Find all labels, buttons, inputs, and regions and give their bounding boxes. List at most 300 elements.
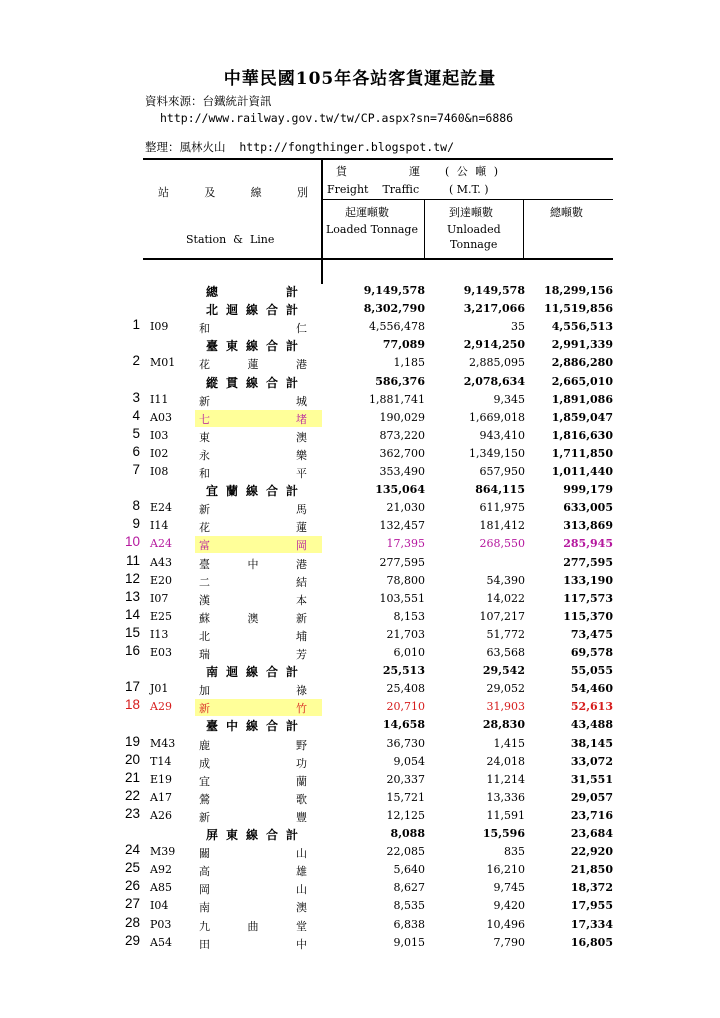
total-tonnage: 313,869: [563, 519, 613, 533]
total-tonnage: 2,991,339: [551, 338, 613, 352]
name-char: 成: [199, 756, 210, 770]
name-char: 南: [206, 665, 219, 680]
name-char: 宜: [206, 484, 219, 499]
name-char: 北: [199, 629, 210, 643]
station-name: [199, 791, 307, 807]
station-code: E25: [150, 609, 173, 623]
loaded-tonnage: 132,457: [379, 519, 425, 533]
station-name: [199, 646, 307, 662]
row-number: 27: [124, 896, 140, 912]
header-char: 及: [204, 186, 216, 199]
station-name: [199, 755, 307, 771]
station-code: E19: [150, 772, 173, 786]
table-row: [0, 407, 720, 428]
station-name: [199, 537, 307, 553]
total-tonnage: 4,556,513: [551, 320, 613, 334]
name-char: 臺: [206, 339, 219, 354]
name-char: 平: [296, 467, 307, 480]
header-freight-en: Freight Traffic: [327, 183, 420, 196]
name-char: 城: [296, 394, 307, 408]
line-subtotal-name: [206, 283, 298, 300]
name-char: 山: [296, 883, 307, 897]
subtotal-row: [0, 663, 720, 681]
loaded-tonnage: 36,730: [386, 736, 425, 750]
name-char: 功: [296, 756, 307, 770]
table-row: [0, 914, 720, 935]
name-char: 馬: [296, 503, 307, 517]
name-char: 計: [285, 828, 298, 842]
table-row: [0, 769, 720, 790]
name-char: 臺: [199, 557, 210, 571]
row-number: 6: [132, 443, 140, 459]
line-subtotal-name: [206, 301, 298, 318]
row-number: 26: [124, 878, 140, 894]
unloaded-tonnage: 611,975: [479, 501, 525, 515]
name-char: 計: [285, 484, 298, 499]
station-name: [199, 737, 307, 753]
station-code: M43: [150, 736, 176, 750]
station-name: [199, 501, 307, 517]
unloaded-tonnage: 14,022: [486, 591, 525, 605]
total-tonnage: 38,145: [570, 736, 613, 750]
name-char: 九: [199, 919, 210, 933]
station-name: [199, 628, 307, 644]
station-code: A85: [150, 881, 172, 895]
station-name: [199, 574, 307, 590]
loaded-tonnage: 25,408: [386, 682, 425, 696]
table-row: [0, 898, 720, 916]
name-char: 新: [296, 611, 307, 625]
total-tonnage: 1,891,086: [551, 392, 613, 406]
station-code: I04: [150, 899, 169, 913]
name-char: 合: [265, 828, 278, 842]
unloaded-tonnage: 63,568: [486, 646, 525, 659]
name-char: 新: [199, 503, 210, 517]
total-tonnage: 69,578: [570, 646, 613, 659]
name-char: 二: [199, 575, 210, 589]
unloaded-tonnage: 10,496: [486, 917, 525, 931]
table-row: [0, 552, 720, 573]
loaded-tonnage: 22,085: [386, 845, 425, 859]
station-code: E24: [150, 501, 173, 515]
table-row: [0, 500, 720, 518]
station-code: M01: [150, 356, 176, 370]
name-char: 計: [285, 375, 298, 390]
row-number: 22: [124, 787, 140, 803]
row-number: 1: [132, 317, 140, 333]
total-tonnage: 73,475: [570, 627, 613, 641]
unloaded-tonnage: 3,217,066: [463, 302, 525, 316]
name-char: 蘭: [225, 484, 238, 499]
line-subtotal-name: [206, 482, 298, 499]
loaded-tonnage: 21,703: [386, 627, 425, 641]
name-char: 臺: [206, 719, 219, 734]
row-number: 9: [132, 516, 140, 532]
station-name: [199, 845, 307, 861]
station-code: E20: [150, 573, 173, 587]
total-tonnage: 54,460: [570, 682, 613, 696]
station-code: A17: [150, 790, 172, 804]
subtotal-row: [0, 374, 720, 392]
unloaded-tonnage: 31,903: [486, 700, 525, 714]
station-name: [199, 936, 307, 952]
name-char: 東: [225, 339, 238, 354]
line-subtotal-name: [206, 717, 298, 734]
station-name: [199, 411, 307, 427]
loaded-tonnage: 190,029: [379, 410, 425, 424]
name-char: 合: [265, 719, 278, 734]
total-tonnage: 999,179: [563, 483, 613, 497]
unloaded-tonnage: 54,390: [486, 573, 525, 587]
name-char: 合: [265, 484, 278, 499]
total-tonnage: 117,573: [563, 591, 613, 605]
station-name: [199, 881, 307, 897]
total-tonnage: 23,716: [570, 808, 613, 822]
name-char: 豐: [296, 810, 307, 824]
name-char: 線: [245, 303, 258, 318]
name-char: 澳: [296, 430, 307, 444]
unloaded-tonnage: 835: [504, 845, 525, 859]
name-char: 芳: [296, 648, 307, 661]
loaded-tonnage: 17,395: [386, 537, 425, 551]
table-row: [0, 699, 720, 717]
unloaded-tonnage: 9,345: [493, 392, 525, 406]
line-subtotal-name: [206, 826, 298, 843]
header-char: 站: [158, 186, 169, 199]
name-char: 高: [199, 865, 210, 879]
station-code: I14: [150, 519, 169, 533]
row-number: 21: [124, 769, 140, 785]
station-name: [199, 429, 307, 445]
source-url: http://www.railway.gov.tw/tw/CP.aspx?sn=7460&n=6886: [160, 111, 514, 125]
name-char: 結: [296, 575, 307, 589]
total-tonnage: 285,945: [563, 537, 613, 551]
station-name: [199, 610, 307, 626]
header-unloaded-en-2: Tonnage: [450, 238, 498, 251]
name-char: 計: [285, 719, 298, 734]
station-name: [199, 447, 307, 463]
source-label: 資料來源：台鐵統計資訊: [145, 94, 272, 108]
table-row: [0, 443, 720, 464]
loaded-tonnage: 78,800: [386, 573, 425, 587]
name-char: 迴: [225, 303, 238, 318]
name-char: 花: [199, 358, 210, 372]
row-number: 7: [132, 462, 140, 477]
station-code: I02: [150, 446, 169, 460]
unloaded-tonnage: 943,410: [479, 428, 525, 442]
name-char: 蘇: [199, 611, 210, 625]
name-char: 東: [199, 430, 210, 444]
name-char: 計: [285, 339, 298, 354]
table-row: [0, 787, 720, 808]
loaded-tonnage: 8,302,790: [363, 302, 425, 316]
name-char: 岡: [296, 539, 307, 553]
name-char: 計: [285, 303, 298, 318]
station-name: [199, 556, 307, 572]
line-subtotal-name: [206, 374, 298, 391]
loaded-tonnage: 6,838: [393, 917, 425, 931]
total-tonnage: 277,595: [563, 555, 613, 569]
row-number: 29: [124, 932, 140, 948]
unloaded-tonnage: 1,349,150: [469, 446, 525, 460]
total-tonnage: 1,711,850: [551, 446, 613, 460]
station-code: A29: [150, 700, 172, 714]
unloaded-tonnage: 28,830: [482, 718, 525, 732]
table-top-rule: [143, 158, 613, 160]
name-char: 關: [199, 847, 210, 861]
total-tonnage: 2,665,010: [551, 374, 613, 388]
station-name: [199, 863, 307, 879]
row-number: 28: [124, 914, 140, 930]
loaded-tonnage: 20,710: [386, 700, 425, 714]
station-name: [199, 519, 307, 535]
name-char: 總: [206, 285, 219, 299]
row-number: 16: [124, 643, 140, 658]
row-number: 25: [124, 860, 140, 876]
loaded-tonnage: 135,064: [375, 483, 425, 497]
table-row: [0, 464, 720, 482]
station-code: P03: [150, 917, 172, 931]
loaded-tonnage: 8,153: [393, 609, 425, 623]
loaded-tonnage: 6,010: [393, 646, 425, 659]
name-char: 新: [199, 702, 210, 716]
name-char: 計: [285, 285, 298, 299]
name-char: 鶯: [199, 792, 210, 806]
loaded-tonnage: 9,015: [393, 935, 425, 949]
station-name: [199, 773, 307, 789]
total-tonnage: 18,372: [570, 881, 613, 895]
loaded-tonnage: 1,881,741: [369, 392, 425, 406]
name-char: 中: [247, 557, 259, 571]
name-char: 屏: [206, 828, 219, 842]
name-char: 合: [265, 665, 278, 680]
station-code: J01: [150, 682, 169, 696]
unloaded-tonnage: 107,217: [479, 609, 525, 623]
station-code: T14: [150, 754, 172, 768]
loaded-tonnage: 9,149,578: [363, 284, 425, 297]
subtotal-row: [0, 337, 720, 355]
unloaded-tonnage: 29,542: [482, 664, 525, 678]
name-char: 仁: [296, 322, 307, 336]
name-char: 合: [265, 339, 278, 354]
name-char: 港: [296, 358, 307, 372]
station-code: I08: [150, 465, 169, 478]
name-char: 和: [199, 467, 210, 480]
unloaded-tonnage: 24,018: [486, 754, 525, 768]
table-row: [0, 319, 720, 337]
unloaded-divider: [523, 199, 524, 258]
name-char: 蘭: [296, 774, 307, 788]
total-tonnage: 33,072: [570, 754, 613, 768]
loaded-tonnage: 353,490: [379, 465, 425, 478]
name-char: 堂: [296, 919, 307, 933]
station-code: A54: [150, 935, 172, 949]
loaded-tonnage: 20,337: [386, 772, 425, 786]
subtotal-row: [0, 482, 720, 500]
loaded-tonnage: 25,513: [382, 664, 425, 678]
total-tonnage: 18,299,156: [544, 284, 613, 297]
loaded-tonnage: 103,551: [379, 591, 425, 605]
name-char: 加: [199, 684, 210, 698]
loaded-tonnage: 586,376: [375, 374, 425, 388]
name-char: 鹿: [199, 738, 210, 752]
name-char: 堵: [296, 412, 307, 426]
name-char: 線: [245, 339, 258, 354]
loaded-tonnage: 12,125: [386, 808, 425, 822]
station-code: I07: [150, 591, 169, 605]
table-row: [0, 733, 720, 754]
subtotal-row: [0, 283, 720, 301]
unloaded-tonnage: 864,115: [475, 483, 525, 497]
station-code: A24: [150, 537, 172, 551]
loaded-tonnage: 277,595: [379, 555, 425, 569]
station-name: [199, 918, 307, 934]
table-row: [0, 518, 720, 536]
total-tonnage: 11,519,856: [544, 302, 613, 316]
name-char: 線: [245, 719, 258, 734]
name-char: 中: [225, 719, 238, 734]
header-unloaded-zh: 到達噸數: [449, 206, 493, 219]
total-tonnage: 17,955: [570, 899, 613, 913]
table-row: [0, 389, 720, 410]
loaded-tonnage: 21,030: [386, 501, 425, 515]
name-char: 線: [245, 665, 258, 680]
table-row: [0, 536, 720, 554]
total-tonnage: 29,057: [570, 790, 613, 804]
table-row: [0, 844, 720, 862]
station-name: [199, 682, 307, 698]
row-number: 3: [132, 389, 140, 405]
loaded-tonnage: 14,658: [382, 718, 425, 732]
row-number: 10: [124, 534, 140, 550]
name-char: 計: [285, 665, 298, 680]
table-row: [0, 606, 720, 627]
header-char: 貨: [336, 165, 347, 178]
table-row: [0, 588, 720, 609]
unloaded-tonnage: 11,591: [486, 808, 525, 822]
column-divider: [321, 158, 323, 284]
name-char: 澳: [296, 901, 307, 915]
name-char: 北: [206, 303, 219, 318]
line-subtotal-name: [206, 663, 298, 680]
row-number: 17: [124, 679, 140, 695]
unloaded-tonnage: 268,550: [479, 537, 525, 551]
name-char: 合: [265, 303, 278, 318]
table-row: [0, 570, 720, 591]
unloaded-tonnage: 2,078,634: [463, 374, 525, 388]
station-code: A26: [150, 808, 172, 822]
unloaded-tonnage: 9,420: [493, 899, 525, 913]
name-char: 永: [199, 448, 210, 462]
subtotal-row: [0, 717, 720, 735]
header-total-zh: 總噸數: [550, 206, 583, 219]
unloaded-tonnage: 7,790: [493, 935, 525, 949]
header-char: 別: [296, 186, 308, 199]
loaded-tonnage: 8,535: [393, 899, 425, 913]
name-char: 港: [296, 557, 307, 571]
unloaded-tonnage: 15,596: [482, 827, 525, 840]
table-row: [0, 425, 720, 446]
row-number: 13: [124, 588, 140, 604]
freight-subheader-rule: [322, 199, 613, 200]
name-char: 線: [245, 484, 258, 499]
loaded-tonnage: 1,185: [393, 356, 425, 370]
unloaded-tonnage: 9,745: [493, 881, 525, 895]
name-char: 樂: [296, 448, 307, 462]
header-char: 運: [409, 165, 420, 178]
name-char: 山: [296, 847, 307, 861]
row-number: 24: [124, 842, 140, 858]
unloaded-tonnage: 2,914,250: [463, 338, 525, 352]
total-tonnage: 52,613: [570, 700, 613, 714]
loaded-tonnage: 8,088: [390, 827, 425, 840]
loaded-tonnage: 873,220: [379, 428, 425, 442]
row-number: 5: [132, 425, 140, 441]
name-char: 縱: [206, 375, 219, 390]
subtotal-row: [0, 826, 720, 844]
table-row: [0, 624, 720, 645]
name-char: 野: [296, 738, 307, 752]
name-char: 新: [199, 810, 210, 824]
name-char: 合: [265, 375, 278, 390]
total-tonnage: 21,850: [570, 863, 613, 877]
subtotal-row: [0, 301, 720, 319]
header-unit-en: ( M.T. ): [449, 183, 489, 196]
total-tonnage: 55,055: [570, 664, 613, 678]
table-row: [0, 805, 720, 826]
name-char: 線: [245, 375, 258, 390]
station-code: E03: [150, 646, 173, 659]
line-subtotal-name: [206, 337, 298, 354]
station-code: I09: [150, 320, 169, 334]
name-char: 富: [199, 539, 210, 553]
total-tonnage: 31,551: [570, 772, 613, 786]
total-tonnage: 115,370: [563, 609, 613, 623]
total-tonnage: 22,920: [570, 845, 613, 859]
station-code: I03: [150, 428, 169, 442]
loaded-tonnage: 5,640: [393, 863, 425, 877]
unloaded-tonnage: 657,950: [479, 465, 525, 478]
total-tonnage: 2,886,280: [551, 356, 613, 370]
name-char: 曲: [247, 919, 259, 933]
total-tonnage: 1,011,440: [551, 465, 613, 478]
station-code: A92: [150, 863, 172, 877]
name-char: 和: [199, 322, 210, 336]
unloaded-tonnage: 35: [511, 320, 525, 334]
row-number: 14: [124, 606, 140, 622]
name-char: 埔: [296, 629, 307, 643]
page-title: 中華民國105年各站客貨運起訖量: [223, 69, 497, 89]
header-freight-zh: [336, 163, 420, 179]
station-name: [199, 700, 307, 716]
unloaded-tonnage: 181,412: [479, 519, 525, 533]
unloaded-tonnage: 29,052: [486, 682, 525, 696]
total-tonnage: 633,005: [563, 501, 613, 515]
name-char: 祿: [296, 684, 307, 698]
station-code: A03: [150, 410, 172, 424]
loaded-tonnage: 362,700: [379, 446, 425, 460]
unloaded-tonnage: 1,669,018: [469, 410, 525, 424]
station-name: [199, 899, 307, 915]
loaded-tonnage: 15,721: [386, 790, 425, 804]
table-row: [0, 355, 720, 373]
station-code: A43: [150, 555, 172, 569]
name-char: 本: [296, 593, 307, 607]
unloaded-tonnage: 51,772: [486, 627, 525, 641]
name-char: 花: [199, 521, 210, 535]
table-row: [0, 862, 720, 880]
header-station-line-zh: [158, 184, 308, 200]
